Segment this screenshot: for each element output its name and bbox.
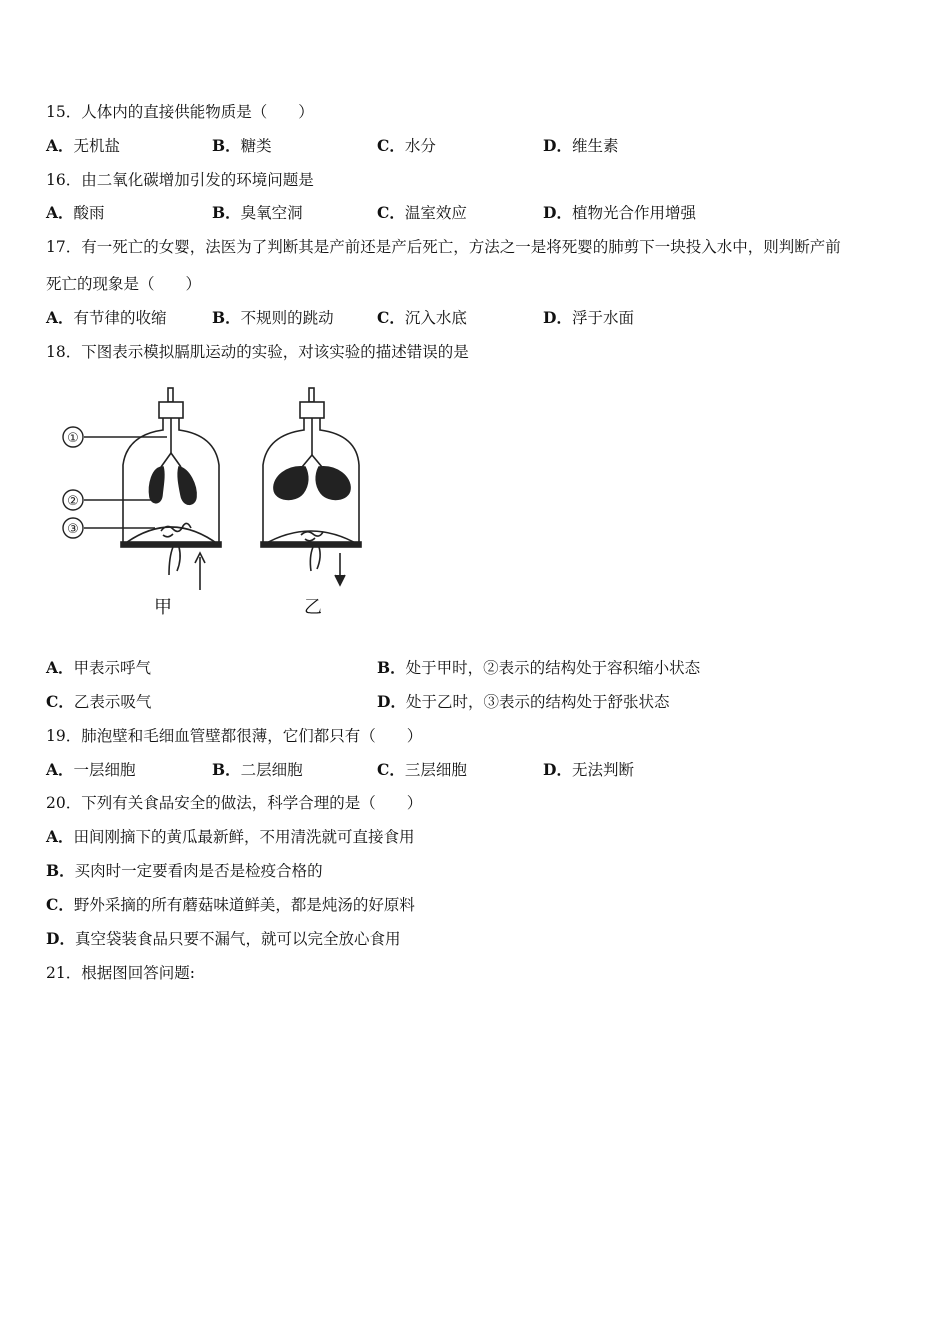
question-16-stem: 16．由二氧化碳增加引发的环境问题是: [46, 171, 314, 189]
q16-option-a[interactable]: A．酸雨: [46, 203, 105, 222]
q20-option-d[interactable]: D．真空袋装食品只要不漏气，就可以完全放心食用: [46, 929, 401, 948]
caption-jia: 甲: [154, 597, 172, 618]
question-15-stem: 15．人体内的直接供能物质是（ ）: [46, 103, 314, 121]
caption-yi: 乙: [304, 597, 322, 618]
label-3: ③: [67, 522, 79, 537]
question-17-stem-line1: 17．有一死亡的女婴，法医为了判断其是产前还是产后死亡，方法之一是将死婴的肺剪下一块投入水中，则判断产前: [46, 238, 841, 256]
q15-option-c[interactable]: C．水分: [377, 136, 436, 155]
question-18-stem: 18．下图表示模拟膈肌运动的实验，对该实验的描述错误的是: [46, 343, 469, 361]
q19-option-a[interactable]: A．一层细胞: [46, 760, 136, 779]
q19-option-b[interactable]: B．二层细胞: [212, 760, 303, 779]
q19-option-d[interactable]: D．无法判断: [543, 760, 634, 779]
q19-option-c[interactable]: C．三层细胞: [377, 760, 467, 779]
q15-option-d[interactable]: D．维生素: [543, 136, 619, 155]
q16-option-b[interactable]: B．臭氧空洞: [212, 203, 303, 222]
question-19-stem: 19．肺泡壁和毛细血管壁都很薄，它们都只有（ ）: [46, 727, 423, 745]
label-2: ②: [67, 494, 79, 509]
q18-option-c[interactable]: C．乙表示吸气: [46, 692, 152, 711]
q20-option-c[interactable]: C．野外采摘的所有蘑菇味道鲜美，都是炖汤的好原料: [46, 895, 415, 914]
question-21-stem: 21．根据图回答问题:: [46, 964, 195, 982]
q20-option-b[interactable]: B．买肉时一定要看肉是否是检疫合格的: [46, 861, 323, 880]
q16-option-d[interactable]: D．植物光合作用增强: [543, 203, 696, 222]
q18-option-d[interactable]: D．处于乙时，③表示的结构处于舒张状态: [377, 692, 670, 711]
q15-option-a[interactable]: A．无机盐: [46, 136, 121, 155]
q17-option-b[interactable]: B．不规则的跳动: [212, 308, 334, 327]
jar-yi: [261, 388, 361, 585]
q17-option-c[interactable]: C．沉入水底: [377, 308, 467, 327]
label-1: ①: [67, 431, 79, 446]
q18-option-b[interactable]: B．处于甲时，②表示的结构处于容积缩小状态: [377, 658, 701, 677]
question-17-stem-line2: 死亡的现象是（ ）: [46, 275, 202, 293]
q17-option-d[interactable]: D．浮于水面: [543, 308, 634, 327]
q16-option-c[interactable]: C．温室效应: [377, 203, 467, 222]
q17-option-a[interactable]: A．有节律的收缩: [46, 308, 167, 327]
q15-option-b[interactable]: B．糖类: [212, 136, 272, 155]
q20-option-a[interactable]: A．田间刚摘下的黄瓜最新鲜，不用清洗就可直接食用: [46, 827, 415, 846]
question-20-stem: 20．下列有关食品安全的做法，科学合理的是（ ）: [46, 794, 423, 812]
q18-option-a[interactable]: A．甲表示呼气: [46, 658, 152, 677]
bell-jar-diagram: [55, 385, 375, 620]
jar-jia: [121, 388, 221, 590]
diaphragm-model-figure: [55, 385, 375, 620]
